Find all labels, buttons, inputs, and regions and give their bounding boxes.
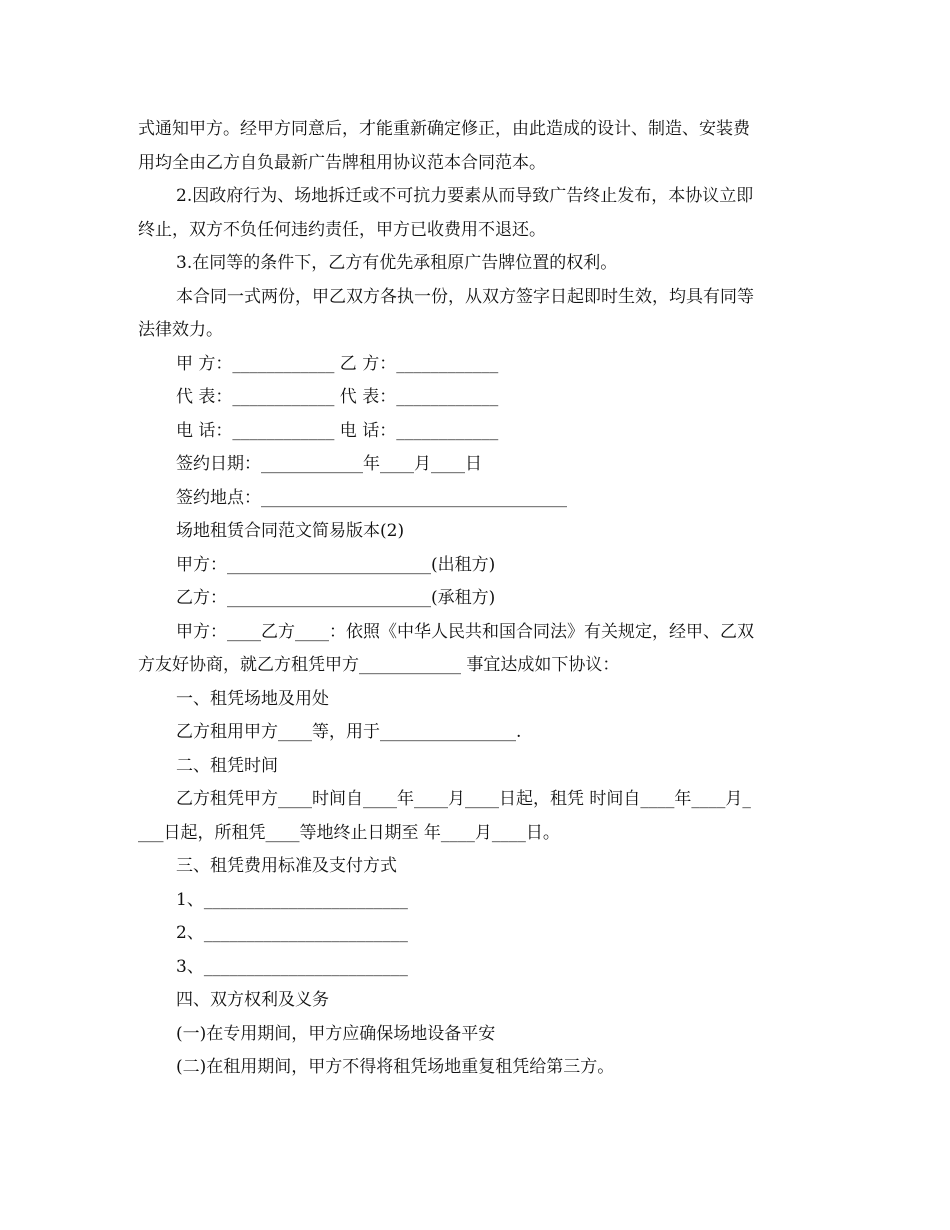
- text-line: 3.在同等的条件下，乙方有优先承租原广告牌位置的权利。: [176, 253, 618, 273]
- text-line: 二、租凭时间: [176, 755, 278, 776]
- text-line: 终止，双方不负任何违约责任，甲方已收费用不退还。: [138, 219, 546, 240]
- text-line: 甲方：________________________(出租方): [176, 554, 496, 575]
- text-line: (二)在租用期间，甲方不得将租凭场地重复租凭给第三方。: [176, 1057, 615, 1077]
- text-line: 本合同一式两份，甲乙双方各执一份，从双方签字日起即时生效，均具有同等: [176, 286, 754, 307]
- text-line: 2.因政府行为、场地拆迁或不可抗力要素从而导致广告终止发布，本协议立即: [176, 186, 754, 206]
- text-line: 方友好协商，就乙方租凭甲方____________ 事宜达成如下协议：: [138, 655, 620, 675]
- text-line: 乙方：________________________(承租方): [176, 588, 496, 608]
- text-line: 电 话：____________ 电 话：____________: [176, 420, 499, 441]
- text-line: (一)在专用期间，甲方应确保场地设备平安: [176, 1023, 496, 1044]
- text-line: 法律效力。: [138, 320, 223, 340]
- text-line: 甲 方：____________ 乙 方：____________: [176, 353, 499, 374]
- text-line: 1、________________________: [176, 889, 408, 910]
- text-line: 一、租凭场地及用处: [176, 688, 329, 709]
- text-line: 乙方租凭甲方____时间自____年____月____日起，租凭 时间自____年____月_: [176, 789, 751, 809]
- text-line: 场地租赁合同范文简易版本(2): [176, 521, 405, 541]
- text-line: 签约日期：____________年____月____日: [176, 454, 482, 474]
- text-line: 式通知甲方。经甲方同意后，才能重新确定修正，由此造成的设计、制造、安装费: [138, 119, 750, 139]
- text-line: ___日起，所租凭____等地终止日期至 年____月____日。: [138, 822, 560, 843]
- text-line: 3、________________________: [176, 956, 408, 977]
- text-line: 签约地点：____________________________________: [176, 487, 567, 508]
- text-line: 代 表：____________ 代 表：____________: [176, 387, 499, 407]
- text-line: 四、双方权利及义务: [176, 990, 329, 1010]
- text-line: 甲方：____乙方____：依照《中华人民共和国合同法》有关规定，经甲、乙双: [176, 621, 754, 642]
- text-line: 2、________________________: [176, 923, 408, 943]
- text-line: 三、租凭费用标准及支付方式: [176, 856, 397, 876]
- text-line: 乙方租用甲方____等，用于________________.: [176, 722, 522, 742]
- contract-text-block: [138, 113, 818, 1085]
- text-line: 用均全由乙方自负最新广告牌租用协议范本合同范本。: [138, 152, 546, 173]
